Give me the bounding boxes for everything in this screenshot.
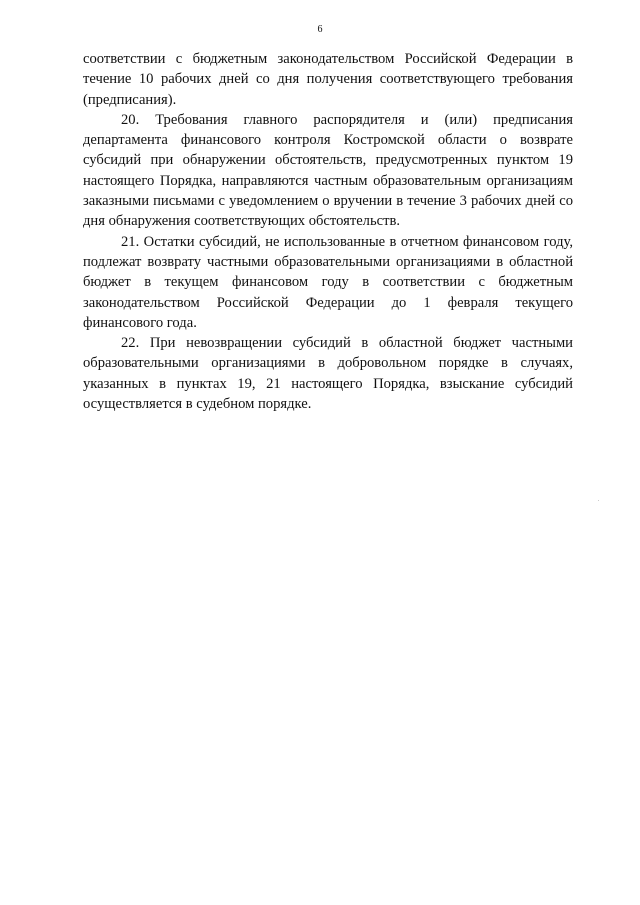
scan-speck: [598, 500, 599, 501]
page-number: 6: [317, 24, 323, 35]
paragraph-continuation: соответствии с бюджетным законодательством Российской Федерации в течение 10 рабочих дней со дня получения соответствующего требования (предписания).: [83, 51, 573, 108]
document-body: [83, 49, 573, 414]
paragraph-22: 22. При невозвращении субсидий в областной бюджет частными образовательными организациями в добровольном порядке в случаях, указанных в пунктах 19, 21 настоящего Порядка, взыскание субсидий осуществляется в судебном порядке.: [83, 335, 573, 413]
paragraph-20: 20. Требования главного распорядителя и (или) предписания департамента финансового контроля Костромской области о возврате субсидий при обнаружении обстоятельств, предусмотренных пунктом 19 настоящего Порядка, направляются частным образовательным организациям заказными письмами с уведомлением о вручении в течение 3 рабочих дней со дня обнаружения соответствующих обстоятельств.: [83, 111, 573, 230]
paragraph-21: 21. Остатки субсидий, не использованные в отчетном финансовом году, подлежат возврату частными образовательными организациями в областной бюджет в текущем финансовом году в соответствии с бюджетным законодательством Российской Федерации до 1 февраля текущего финансового года.: [83, 233, 573, 331]
